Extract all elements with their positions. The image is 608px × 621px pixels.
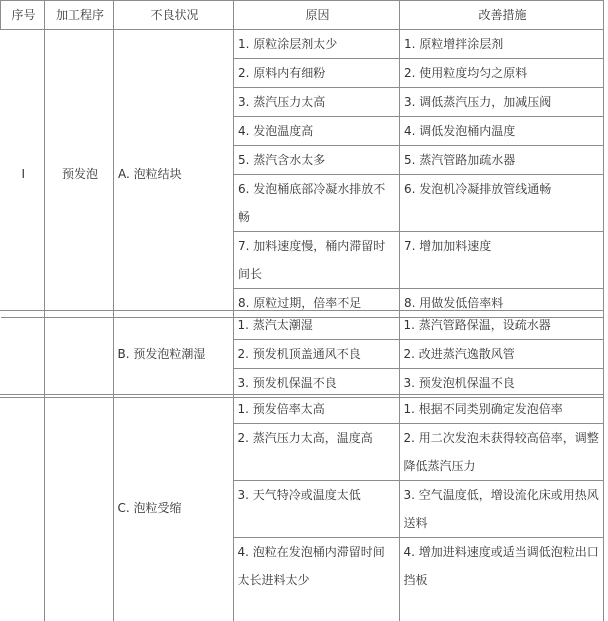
defect-cell: B. 预发泡粒潮湿 [113,311,233,398]
table-row [0,395,603,424]
cause-cell: 1. 预发倍率太高 [233,395,399,424]
cause-cell: 2. 预发机顶盖通风不良 [233,340,399,369]
header-no: 序号 [1,1,45,30]
cause-cell: 6. 发泡桶底部冷凝水排放不畅 [234,175,400,232]
process-cell: 预发泡 [45,30,114,318]
cause-cell: 3. 预发机保温不良 [233,369,399,398]
fix-cell: 7. 增加加料速度 [400,232,604,289]
cause-cell: 2. 蒸汽压力太高，温度高 [233,424,399,481]
row-number: I [1,30,45,318]
cause-cell: 7. 加料速度慢，桶内滞留时间长 [234,232,400,289]
defect-table-b [0,310,604,398]
fix-cell: 6. 发泡机冷凝排放管线通畅 [400,175,604,232]
process-cell [44,311,113,398]
cause-cell: 3. 天气特冷或温度太低 [233,481,399,538]
cause-cell: 1. 蒸汽太潮湿 [233,311,399,340]
table-row [1,30,604,59]
fix-cell: 1. 蒸汽管路保温，设疏水器 [399,311,603,340]
fix-cell: 2. 改进蒸汽逸散风管 [399,340,603,369]
fix-cell: 3. 调低蒸汽压力，加减压阀 [400,88,604,117]
fix-cell: 3. 预发泡机保温不良 [399,369,603,398]
fix-cell: 5. 蒸汽管路加疏水器 [400,146,604,175]
cause-cell: 4. 发泡温度高 [234,117,400,146]
fix-cell: 4. 调低发泡桶内温度 [400,117,604,146]
cause-cell: 2. 原料内有细粉 [234,59,400,88]
cause-cell: 1. 原粒涂层剂太少 [234,30,400,59]
header-row [1,1,604,30]
fix-cell: 2. 用二次发泡未获得较高倍率，调整降低蒸汽压力 [399,424,603,481]
cause-cell: 3. 蒸汽压力太高 [234,88,400,117]
fix-cell: 2. 使用粒度均匀之原料 [400,59,604,88]
fix-cell: 1. 原粒增拌涂层剂 [400,30,604,59]
defect-cell: C. 泡粒受缩 [113,395,233,621]
row-number [0,311,44,398]
header-fix: 改善措施 [400,1,604,30]
defect-table-c [0,394,604,621]
table-row [0,311,603,340]
fix-cell: 3. 空气温度低，增设流化床或用热风送料 [399,481,603,538]
header-process: 加工程序 [45,1,114,30]
fix-cell: 4. 增加进料速度或适当调低泡粒出口挡板 [399,538,603,621]
process-cell [44,395,113,621]
fix-cell: 8. 用做发低倍率料 [400,289,604,318]
cause-cell: 8. 原粒过期，倍率不足 [234,289,400,318]
header-cause: 原因 [234,1,400,30]
row-number [0,395,44,621]
cause-cell: 4. 泡粒在发泡桶内滞留时间太长进料太少 [233,538,399,621]
defect-cell: A. 泡粒结块 [114,30,234,318]
fix-cell: 1. 根据不同类别确定发泡倍率 [399,395,603,424]
cause-cell: 5. 蒸汽含水太多 [234,146,400,175]
header-defect: 不良状况 [114,1,234,30]
